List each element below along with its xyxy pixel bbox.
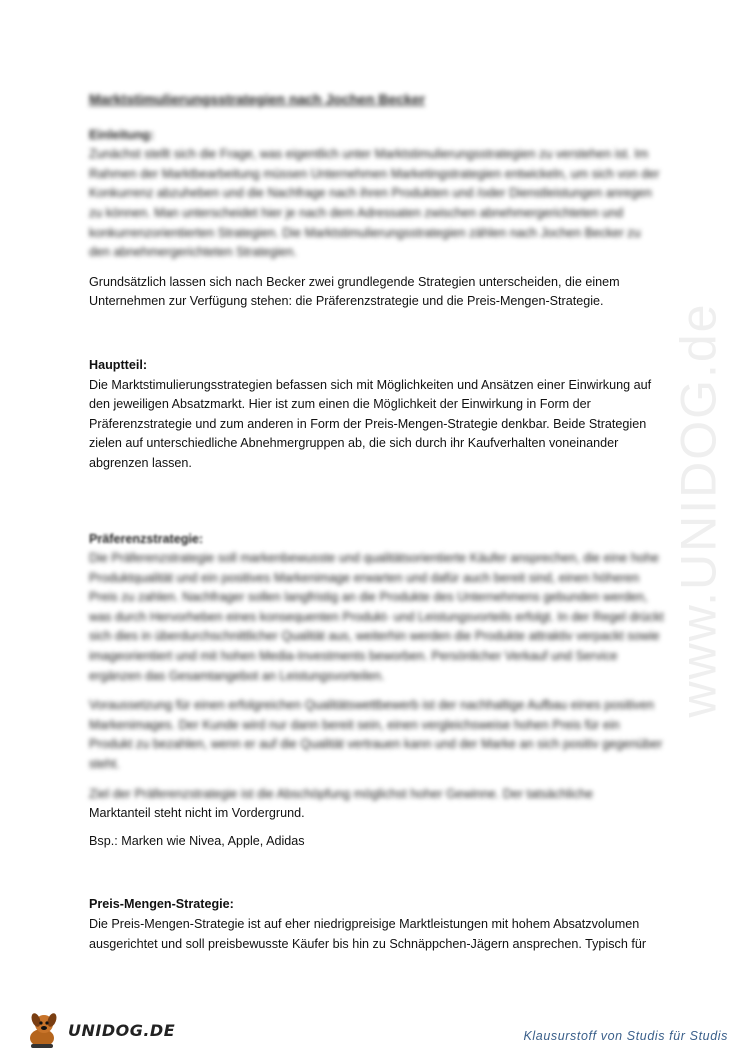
preference-paragraph-2: Voraussetzung für einen erfolgreichen Qualitätswettbewerb ist der nachhaltige Aufbau eines positiven Markenimages. Der Kunde wird nur dann bereit sein, einen vergleichsweise hohen Preis für ein Produkt zu bezahlen, wenn er auf die Qualität vertrauen kann und der Marke an sich positiv gegenüber steht.: [89, 698, 663, 772]
preference-paragraph-3: [89, 785, 664, 824]
footer-tagline: Klausurstoff von Studis für Studis: [523, 1029, 728, 1043]
preference-paragraph-3-blurred: Ziel der Präferenzstrategie ist die Abschöpfung möglichst hoher Gewinne. Der tatsächliche: [89, 786, 594, 801]
main-heading: Hauptteil:: [89, 357, 148, 372]
price-quantity-paragraph: Die Preis-Mengen-Strategie ist auf eher niedrigpreisige Marktleistungen mit hohem Absatzvolumen ausgerichtet und soll preisbewusste Käufer bis hin zu Schnäppchen-Jägern ansprechen. Typisch für: [89, 917, 647, 951]
intro-paragraph: Zunächst stellt sich die Frage, was eigentlich unter Marktstimulierungsstrategien zu verstehen ist. Im Rahmen der Marktbearbeitung müssen Unternehmen Marketingstrategien entwickeln, um sich von der Konkurrenz abzuheben und die Nachfrage nach ihren Produkten und /oder Dienstleistungen anregen zu können. Man unterscheidet hier je nach dem Adressaten zwischen abnehmergerichteten und konkurrenzorientierten Strategien. Die Marktstimulierungsstrategien zählen nach Jochen Becker zu den abnehmergerichteten Strategien.: [89, 147, 660, 260]
dog-mascot-icon: [22, 1008, 66, 1052]
preference-paragraph-1: Die Präferenzstrategie soll markenbewusste und qualitätsorientierte Käufer ansprechen, die eine hohe Produktqualität und ein positives Markenimage erwarten und dafür auch bereit sind, einen höheren Preis zu zahlen. Nachfrager sollen langfristig an die Produkte des Unternehmens gebunden werden, was durch Hervorheben eines konsequenten Produkt- und Leistungsvorteils erfolgt. In der Regel drückt sich dies in überdurchschnittlicher Qualität aus, weiterhin werden die Produkte attraktiv verpackt sowie imageorientiert und mit hohen Media-Investments beworben. Persönlicher Verkauf und Service ergänzen das Gesamtangebot an Leistungsvorteilen.: [89, 551, 664, 683]
intro-summary-paragraph: Grundsätzlich lassen sich nach Becker zwei grundlegende Strategien unterscheiden, die einem Unternehmen zur Verfügung stehen: die Präferenzstrategie und die Preis-Mengen-Strategie.: [89, 274, 620, 309]
main-paragraph: Die Marktstimulierungsstrategien befassen sich mit Möglichkeiten und Ansätzen einer Einwirkung auf den jeweiligen Absatzmarkt. Hier ist zum einen die Möglichkeit der Einwirkung in Form der Präferenzstrategie und zum anderen in Form der Preis-Mengen-Strategie denkbar. Beide Strategien zielen auf unterschiedliche Abnehmergruppen ab, die sich durch ihr Kaufverhalten voneinander abgrenzen lassen.: [89, 377, 652, 470]
document-body: [89, 90, 664, 964]
price-quantity-heading: Preis-Mengen-Strategie:: [89, 897, 234, 912]
document-title: Marktstimulierungsstrategien nach Jochen Becker: [89, 91, 426, 107]
footer-logo[interactable]: [22, 1008, 182, 1052]
watermark-text: www.UNIDOG.de: [670, 302, 726, 718]
logo-text: UNIDOG.DE: [68, 1020, 176, 1040]
preference-heading: Präferenzstrategie:: [89, 531, 204, 546]
preference-paragraph-3-clear: Marktanteil steht nicht im Vordergrund.: [89, 806, 305, 821]
intro-heading: Einleitung:: [89, 127, 155, 142]
preference-example: Bsp.: Marken wie Nivea, Apple, Adidas: [89, 833, 305, 848]
